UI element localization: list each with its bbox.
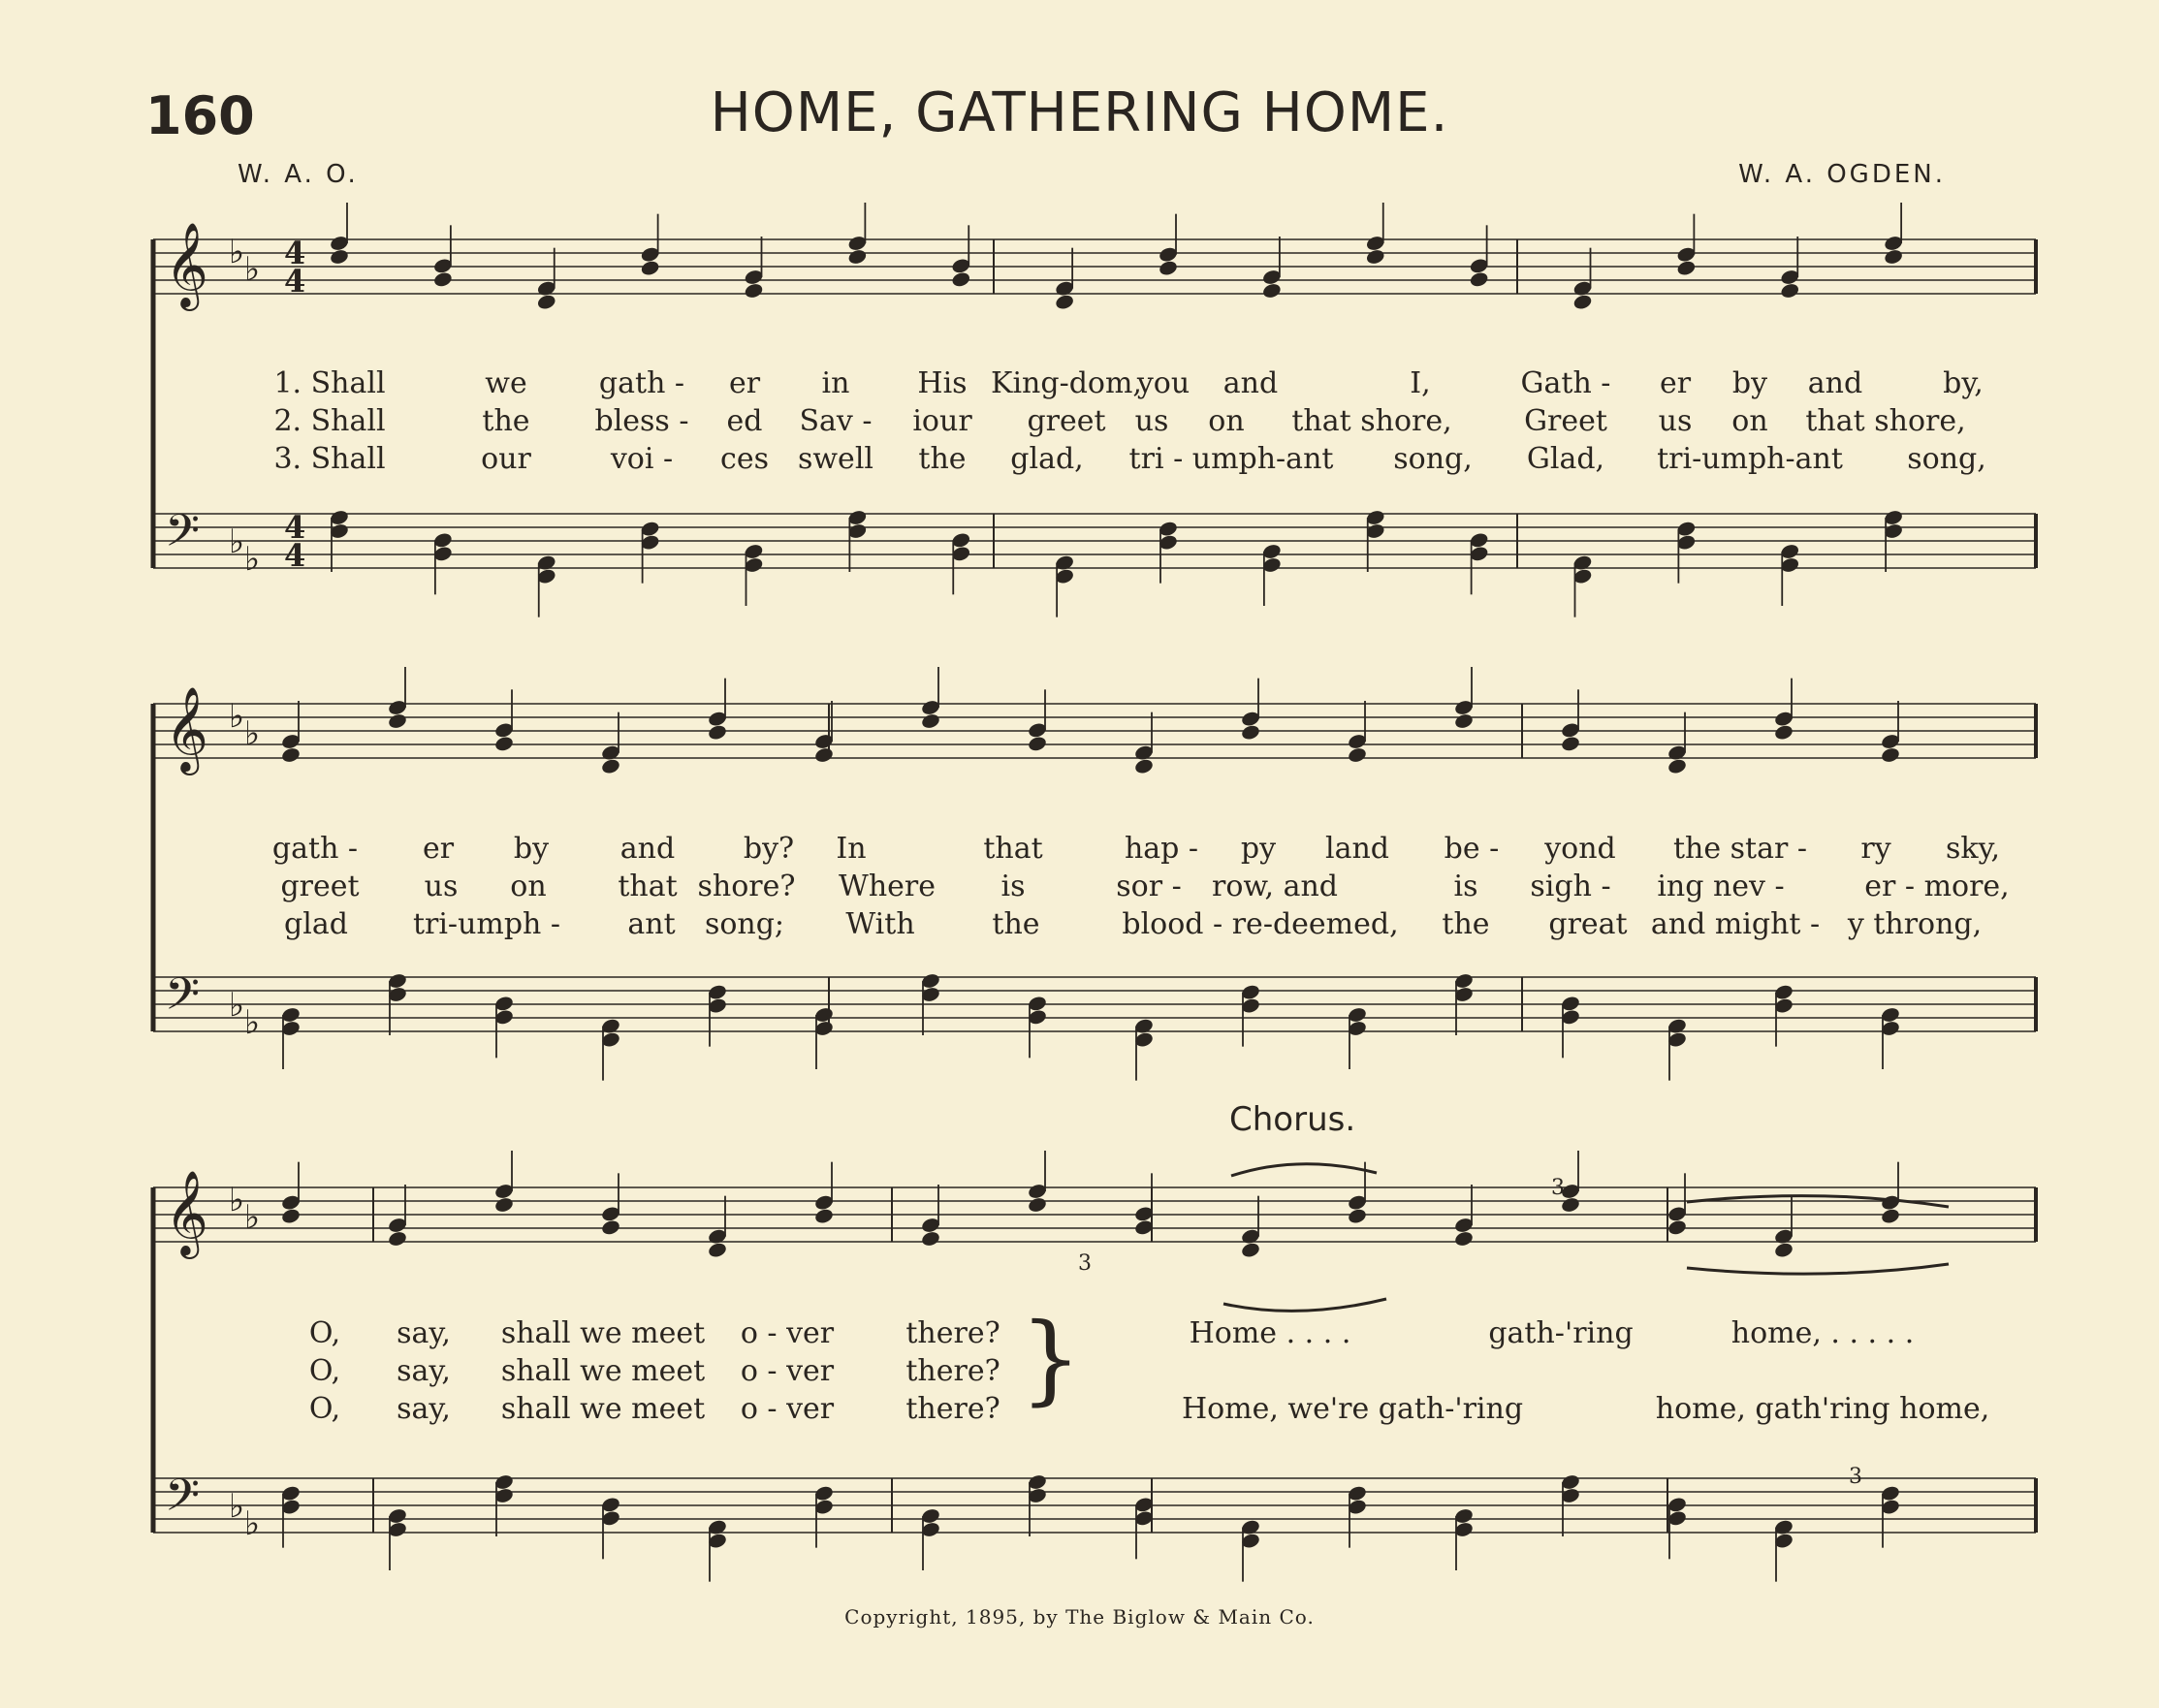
lyric-syllable: in <box>821 366 850 400</box>
lyric-syllable: there? <box>905 1392 1000 1426</box>
notehead <box>1347 1207 1367 1224</box>
notehead <box>600 757 620 775</box>
lyric-syllable: us <box>1134 404 1169 438</box>
lyric-syllable: home, . . . . . <box>1730 1316 1915 1350</box>
lyric-syllable: O, <box>308 1354 341 1388</box>
lyric-syllable: ed <box>726 404 763 438</box>
notehead <box>1261 282 1282 300</box>
lyric-syllable: sor - <box>1116 870 1182 903</box>
lyric-syllable: sigh - <box>1530 870 1611 903</box>
lyric-syllable: that shore, <box>1291 404 1452 438</box>
lyric-syllable: song, <box>1393 442 1473 476</box>
flat-sign: ♭ <box>229 697 245 736</box>
flat-sign: ♭ <box>229 522 245 561</box>
lyric-syllable: glad <box>284 907 348 941</box>
flat-sign: ♭ <box>244 1198 261 1237</box>
lyric-syllable: by? <box>743 832 795 866</box>
lyric-syllable: shall we meet <box>500 1316 706 1350</box>
lyric-syllable: In <box>836 832 867 866</box>
lyric-syllable: that <box>618 870 678 903</box>
system-2-verse-3 <box>0 907 2159 944</box>
lyric-syllable: say, <box>397 1392 451 1426</box>
lyric-syllable: 2. Shall <box>273 404 386 438</box>
flat-sign: ♭ <box>229 233 245 271</box>
lyric-syllable: I, <box>1410 366 1431 400</box>
notehead <box>1365 248 1385 266</box>
notehead <box>493 735 514 752</box>
system-1-verse-1 <box>0 366 2159 403</box>
lyricist-credit: W. A. O. <box>238 160 359 189</box>
lyric-syllable: ing nev - <box>1657 870 1785 903</box>
lyric-syllable: Home . . . . <box>1189 1316 1351 1350</box>
lyric-syllable: the <box>992 907 1040 941</box>
verse-brace: } <box>1020 1302 1082 1415</box>
slur <box>1223 1299 1386 1311</box>
lyric-syllable: er <box>422 832 455 866</box>
lyric-syllable: Where <box>838 870 937 903</box>
tuplet-three: 3 <box>1551 1176 1565 1200</box>
lyric-syllable: we <box>485 366 527 400</box>
notehead <box>600 1218 620 1236</box>
notehead <box>1347 746 1367 764</box>
lyric-syllable: ces <box>720 442 769 476</box>
hymn-title: HOME, GATHERING HOME. <box>710 81 1449 144</box>
lyric-syllable: there? <box>905 1316 1000 1350</box>
notehead <box>329 248 349 266</box>
system-2-verse-2 <box>0 870 2159 906</box>
time-signature-bottom: 4 <box>284 263 306 300</box>
flat-sign: ♭ <box>229 986 245 1025</box>
lyric-syllable: and <box>619 832 676 866</box>
notehead <box>1773 723 1794 741</box>
time-signature-top: 4 <box>284 235 306 271</box>
lyric-syllable: you <box>1136 366 1191 400</box>
lyric-syllable: shore? <box>697 870 796 903</box>
lyric-syllable: us <box>424 870 459 903</box>
notehead <box>387 712 407 730</box>
lyric-syllable: sky, <box>1945 832 2001 866</box>
notehead <box>1883 248 1903 266</box>
lyric-syllable: that shore, <box>1805 404 1966 438</box>
lyric-syllable: us <box>1658 404 1693 438</box>
notehead <box>1133 757 1154 775</box>
notehead <box>744 282 764 300</box>
notehead <box>1158 259 1178 276</box>
lyric-syllable: tri-umph-ant <box>1657 442 1843 476</box>
lyric-syllable: 1. Shall <box>273 366 386 400</box>
lyric-syllable: o - ver <box>740 1354 835 1388</box>
flat-sign: ♭ <box>229 1181 245 1219</box>
notehead <box>847 248 868 266</box>
lyric-syllable: tri-umph - <box>412 907 561 941</box>
treble-clef: 𝄞 <box>165 221 208 307</box>
notehead <box>1453 1230 1474 1248</box>
lyric-syllable: song; <box>704 907 785 941</box>
notehead <box>432 270 453 288</box>
copyright-notice: Copyright, 1895, by The Biglow & Main Co. <box>844 1605 1315 1629</box>
notehead <box>1880 1207 1900 1224</box>
notehead <box>1667 1218 1687 1236</box>
chorus-label: Chorus. <box>1229 1100 1356 1139</box>
notehead <box>1469 270 1489 288</box>
flat-sign: ♭ <box>244 1003 261 1042</box>
lyric-syllable: on <box>1731 404 1768 438</box>
notehead <box>813 746 834 764</box>
lyric-syllable: is <box>1000 870 1026 903</box>
lyric-syllable: hap - <box>1124 832 1199 866</box>
lyric-syllable: bless - <box>594 404 689 438</box>
notehead <box>1054 293 1074 310</box>
lyric-syllable: With <box>845 907 915 941</box>
lyric-syllable: gath - <box>598 366 685 400</box>
lyric-syllable: O, <box>308 1316 341 1350</box>
bass-clef: 𝄢 <box>165 968 201 1031</box>
lyric-syllable: ry <box>1860 832 1891 866</box>
lyric-syllable: row, and <box>1211 870 1339 903</box>
lyric-syllable: song, <box>1907 442 1986 476</box>
lyric-syllable: greet <box>1027 404 1106 438</box>
lyric-syllable: great <box>1548 907 1628 941</box>
lyric-syllable: Home, we're gath-'ring <box>1181 1392 1524 1426</box>
system-1-verse-3 <box>0 442 2159 479</box>
lyric-syllable: o - ver <box>740 1392 835 1426</box>
composer-credit: W. A. OGDEN. <box>1738 160 1946 189</box>
lyric-syllable: tri - umph-ant <box>1128 442 1334 476</box>
lyric-syllable: er - more, <box>1864 870 2010 903</box>
time-signature-top: 4 <box>284 509 306 546</box>
lyric-syllable: shall we meet <box>500 1392 706 1426</box>
lyric-syllable: say, <box>397 1354 451 1388</box>
notehead <box>387 1230 407 1248</box>
lyric-syllable: the star - <box>1672 832 1808 866</box>
lyric-syllable: Greet <box>1524 404 1607 438</box>
lyric-syllable: er <box>728 366 761 400</box>
notehead <box>1240 723 1260 741</box>
lyric-syllable: there? <box>905 1354 1000 1388</box>
notehead <box>1572 293 1593 310</box>
notehead <box>1780 282 1800 300</box>
lyric-syllable: by, <box>1943 366 1984 400</box>
notehead <box>536 293 556 310</box>
lyric-syllable: by <box>1731 366 1768 400</box>
notehead <box>1880 746 1900 764</box>
notehead <box>707 723 727 741</box>
lyric-syllable: be - <box>1444 832 1500 866</box>
lyric-syllable: His <box>917 366 968 400</box>
notehead <box>640 259 660 276</box>
lyric-syllable: ant <box>627 907 676 941</box>
notehead <box>707 1241 727 1258</box>
bass-clef: 𝄢 <box>165 505 201 568</box>
system-1-verse-2 <box>0 404 2159 441</box>
lyric-syllable: gath - <box>271 832 359 866</box>
notehead <box>1676 259 1697 276</box>
notehead <box>1773 1241 1794 1258</box>
lyric-syllable: and might - <box>1650 907 1821 941</box>
system-2-verse-1 <box>0 832 2159 869</box>
lyric-syllable: glad, <box>1010 442 1084 476</box>
notehead <box>920 1230 940 1248</box>
lyric-syllable: land <box>1324 832 1390 866</box>
slur <box>1231 1164 1377 1176</box>
slur <box>1687 1264 1949 1274</box>
lyric-syllable: O, <box>308 1392 341 1426</box>
notehead <box>951 270 971 288</box>
lyric-syllable: the <box>482 404 530 438</box>
lyric-syllable: Gath - <box>1520 366 1611 400</box>
lyric-syllable: the <box>1442 907 1490 941</box>
lyric-syllable: y throng, <box>1847 907 1983 941</box>
lyric-syllable: gath-'ring <box>1488 1316 1634 1350</box>
lyric-syllable: say, <box>397 1316 451 1350</box>
lyric-syllable: shall we meet <box>500 1354 706 1388</box>
lyric-syllable: and <box>1807 366 1863 400</box>
lyric-syllable: blood - re-deemed, <box>1122 907 1399 941</box>
lyric-syllable: voi - <box>610 442 674 476</box>
lyric-syllable: greet <box>280 870 360 903</box>
lyric-syllable: our <box>481 442 531 476</box>
flat-sign: ♭ <box>244 540 261 579</box>
lyric-syllable: swell <box>797 442 874 476</box>
lyric-syllable: home, gath'ring home, <box>1655 1392 1990 1426</box>
lyric-syllable: iour <box>912 404 972 438</box>
time-signature-bottom: 4 <box>284 537 306 574</box>
lyric-syllable: Glad, <box>1526 442 1605 476</box>
bass-clef: 𝄢 <box>165 1470 201 1533</box>
notehead <box>813 1207 834 1224</box>
notehead <box>1240 1241 1260 1258</box>
lyric-syllable: Sav - <box>799 404 873 438</box>
notehead <box>1560 735 1580 752</box>
notehead <box>1027 735 1047 752</box>
tuplet-three: 3 <box>1849 1465 1862 1489</box>
treble-clef: 𝄞 <box>165 685 208 772</box>
notehead <box>1027 1196 1047 1214</box>
flat-sign: ♭ <box>244 714 261 753</box>
lyric-syllable: King-dom, <box>991 366 1142 400</box>
notehead <box>1453 712 1474 730</box>
lyric-syllable: er <box>1659 366 1692 400</box>
lyric-syllable: o - ver <box>740 1316 835 1350</box>
notehead <box>280 746 301 764</box>
lyric-syllable: 3. Shall <box>273 442 386 476</box>
page-number: 160 <box>145 85 255 146</box>
flat-sign: ♭ <box>244 1504 261 1543</box>
lyric-syllable: is <box>1453 870 1478 903</box>
notehead <box>920 712 940 730</box>
notehead <box>1667 757 1687 775</box>
lyric-syllable: on <box>510 870 547 903</box>
flat-sign: ♭ <box>229 1487 245 1526</box>
lyric-syllable: by <box>513 832 550 866</box>
lyric-syllable: yond <box>1544 832 1616 866</box>
notehead <box>493 1196 514 1214</box>
lyric-syllable: py <box>1240 832 1277 866</box>
notehead <box>280 1207 301 1224</box>
lyric-syllable: that <box>983 832 1043 866</box>
lyric-syllable: on <box>1208 404 1245 438</box>
flat-sign: ♭ <box>244 250 261 289</box>
treble-clef: 𝄞 <box>165 1169 208 1255</box>
lyric-syllable: the <box>918 442 967 476</box>
tuplet-three: 3 <box>1078 1251 1092 1276</box>
lyric-syllable: and <box>1222 366 1279 400</box>
